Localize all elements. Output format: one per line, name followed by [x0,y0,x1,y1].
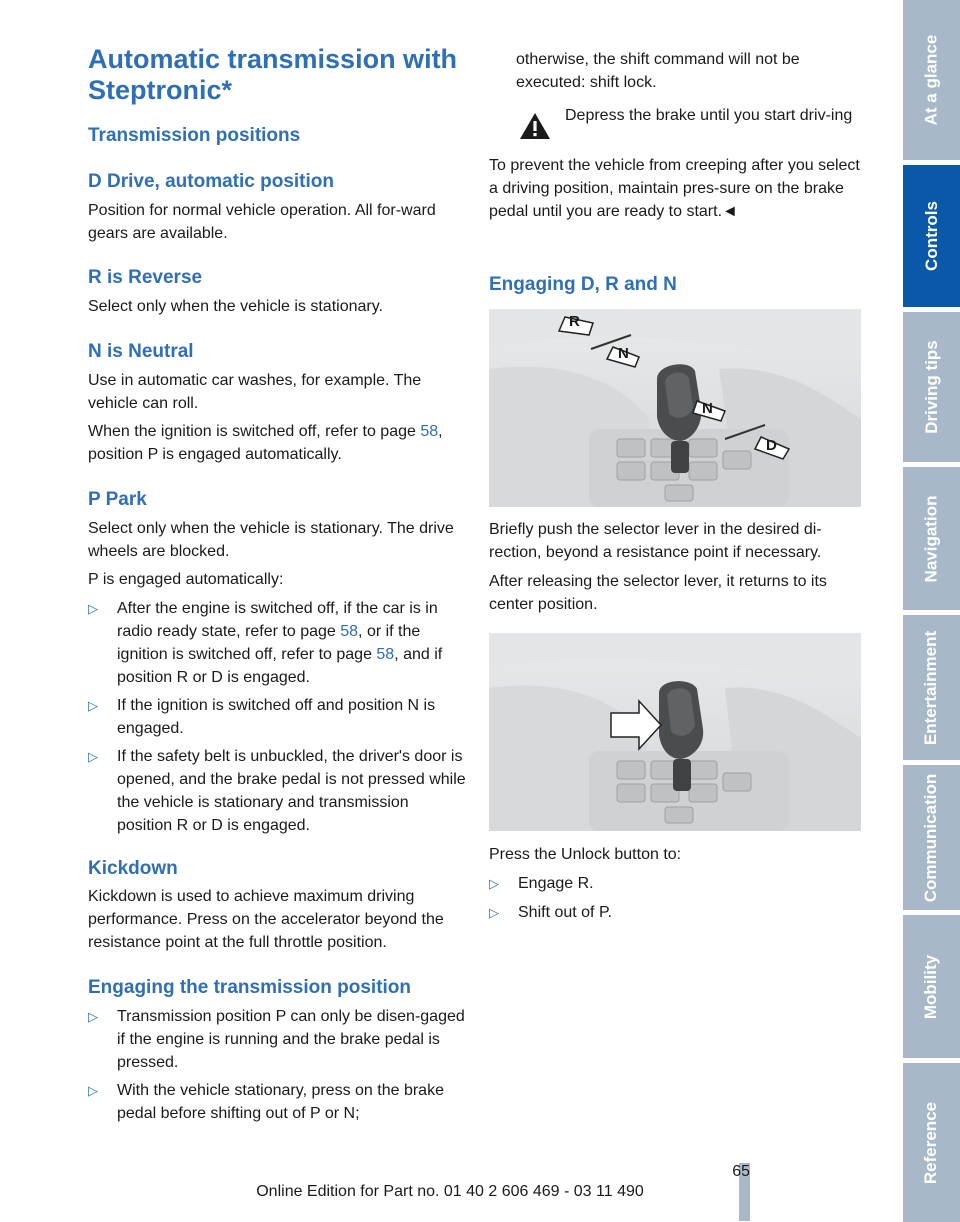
chapter-tabs [903,0,960,1222]
heading-n-neutral: N is Neutral [88,341,194,362]
r-reverse-text: Select only when the vehicle is stationary. [88,298,383,315]
n-neutral-text-1: Use in automatic car washes, for example. The vehicle can roll. [88,372,422,412]
tab-navigation[interactable]: Navigation [903,467,960,610]
prevent-creep-text: To prevent the vehicle from creeping after you select a driving position, maintain pres-sure on the brake pedal until you are ready to start.◄ [489,157,860,220]
page-link-58[interactable]: 58 [340,623,359,640]
heading-r-reverse: R is Reverse [88,267,203,288]
bullet-arrow-icon: ▷ [88,698,98,713]
section-heading-transmission-positions: Transmission positions [88,125,301,146]
bullet-arrow-icon: ▷ [489,905,499,920]
bullet-arrow-icon: ▷ [88,601,98,616]
bullet-arrow-icon: ▷ [88,1083,98,1098]
bullet-arrow-icon: ▷ [88,1009,98,1024]
tab-driving-tips[interactable]: Driving tips [903,312,960,462]
kickdown-text: Kickdown is used to achieve maximum driving performance. Press on the accelerator beyond the resistance point at the full throttle position. [88,888,444,951]
list-item: ▷ Engage R. [489,872,861,895]
push-selector-text: Briefly push the selector lever in the desired di-rection, beyond a resistance point if necessary. [489,521,822,561]
tab-at-a-glance[interactable]: At a glance [903,0,960,160]
heading-engaging-transmission-position: Engaging the transmission position [88,977,412,998]
page-title: Automatic transmission with Steptronic* [88,44,458,105]
list-item: ▷ Shift out of P. [489,901,861,924]
warning-text: Depress the brake until you start driv-ing [565,107,853,124]
list-item: ▷ After the engine is switched off, if the car is in radio ready state, refer to page 58, or if the ignition is switched off, refer to page 58, and if position R or D is engaged. [88,597,466,689]
fig-label-n-upper: N [618,345,629,362]
heading-d-drive: D Drive, automatic position [88,171,334,192]
tab-communication[interactable]: Communication [903,765,960,910]
tab-reference[interactable]: Reference [903,1063,960,1222]
unlock-button-text: Press the Unlock button to: [489,846,682,863]
fig-label-n-lower: N [702,400,713,417]
heading-engaging-d-r-n: Engaging D, R and N [489,274,677,295]
list-item: ▷ With the vehicle stationary, press on the brake pedal before shifting out of P or N; [88,1079,466,1125]
bullet-arrow-icon: ▷ [489,876,499,891]
edition-footer: Online Edition for Part no. 01 40 2 606 469 - 03 11 490 [256,1183,644,1200]
warning-triangle-icon [519,112,551,140]
page-link-58[interactable]: 58 [376,646,395,663]
tab-controls[interactable]: Controls [903,165,960,307]
p-park-text-1: Select only when the vehicle is stationary. The drive wheels are blocked. [88,520,454,560]
tab-mobility[interactable]: Mobility [903,915,960,1058]
heading-kickdown: Kickdown [88,858,178,879]
unlock-button-figure [489,633,861,831]
gear-selector-illustration [489,309,861,507]
selector-lever-directions-figure [489,309,861,507]
n-neutral-text-2: When the ignition is switched off, refer to page 58, position P is engaged automatically. [88,423,443,463]
bullet-arrow-icon: ▷ [88,749,98,764]
p-park-text-2: P is engaged automatically: [88,571,284,588]
warning-note [489,104,861,150]
fig-label-d: D [766,437,777,454]
unlock-button-illustration [489,633,861,831]
page-number: 65 [732,1163,750,1180]
list-item: ▷ If the ignition is switched off and position N is engaged. [88,694,466,740]
page-link-58[interactable]: 58 [420,423,439,440]
d-drive-text: Position for normal vehicle operation. All for-ward gears are available. [88,202,436,242]
shift-lock-text: otherwise, the shift command will not be executed: shift lock. [516,51,800,91]
list-item: ▷ If the safety belt is unbuckled, the driver's door is opened, and the brake pedal is not pressed while the vehicle is stationary and transmission position R or D is engaged. [88,745,466,837]
heading-p-park: P Park [88,489,147,510]
tab-entertainment[interactable]: Entertainment [903,615,960,760]
release-selector-text: After releasing the selector lever, it returns to its center position. [489,573,827,613]
fig-label-r: R [569,313,580,330]
list-item: ▷ Transmission position P can only be disen-gaged if the engine is running and the brake pedal is pressed. [88,1005,466,1074]
